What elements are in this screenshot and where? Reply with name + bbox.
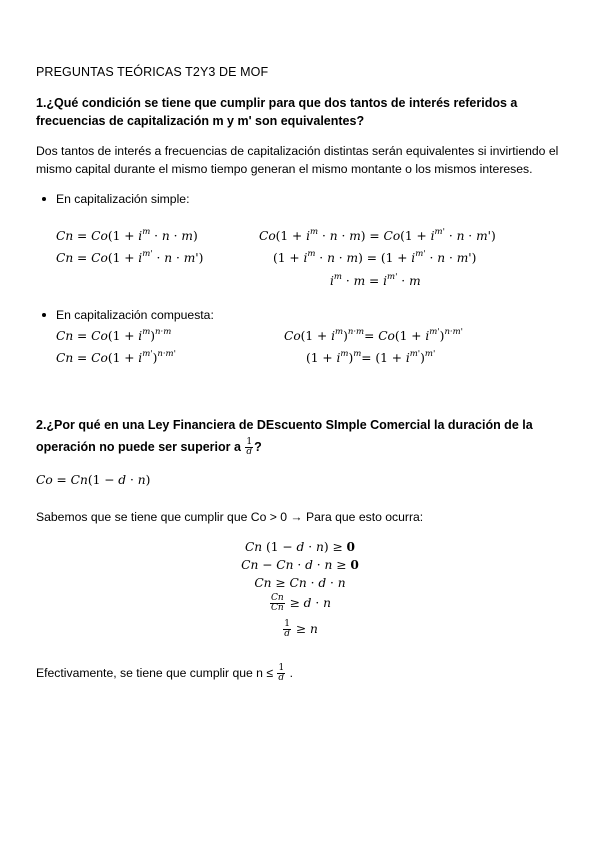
fraction-cn-over-cn: [270, 594, 285, 613]
question-2-heading-end: ?: [254, 440, 262, 454]
fraction-numerator: Cn: [271, 593, 284, 603]
derivation-step-2: Cn − Cn · d · n ≥ 0: [241, 558, 359, 572]
formula-discount-main: Co = Cn(1 − d · n): [36, 473, 151, 487]
bullet-simple-label: En capitalización simple:: [56, 192, 190, 206]
formula-compound-right-1: $Co(1 + i^m)^{n\cdot m}= Co(1 + i^{m'})^{n\cdot m'}$: [284, 327, 464, 343]
conclusion-statement: [36, 664, 293, 683]
fraction-denominator: d: [246, 447, 253, 458]
derivation-step-5: $\frac{1}{d}$ ≥ n: [284, 619, 318, 639]
condition-statement: Sabemos que se tiene que cumplir que Co > 0 → Para que esto ocurra:: [36, 510, 424, 524]
question-2-heading-line1: 2.¿Por qué en una Ley Financiera de DEscuento SImple Comercial la duración de la: [36, 418, 533, 432]
formula-simple-right-1: $Co(1 + i^m \cdot n \cdot m) = Co(1 + i^{m'} \cdot n \cdot m')$: [259, 227, 496, 243]
question-2-heading-line2: [36, 438, 533, 457]
question-2-heading: [36, 416, 533, 457]
derivation-step-4: $\frac{Cn}{Cn}$ ≥ d · n: [271, 593, 331, 613]
formula-compound-left-1: $Cn = Co(1 + i^m)^{n\cdot m}$: [56, 327, 172, 343]
bullet-simple-capitalization: [42, 192, 189, 206]
formula-compound-right-2: $(1 + i^m)^m= (1 + i^{m'})^{m'}$: [306, 349, 436, 365]
bullet-dot-icon: [42, 313, 46, 317]
derivation-step-3: Cn ≥ Cn · d · n: [254, 576, 346, 590]
fraction-one-over-d-step: [283, 620, 291, 639]
conclusion-end: .: [289, 666, 293, 680]
document-title: PREGUNTAS TEÓRICAS T2Y3 DE MOF: [36, 65, 269, 79]
formula-simple-right-2: $(1 + i^m \cdot n \cdot m) = (1 + i^{m'} \cdot n \cdot m')$: [273, 249, 477, 265]
bullet-compound-capitalization: [42, 308, 214, 322]
bullet-dot-icon: [42, 197, 46, 201]
question-1-heading: [36, 94, 517, 130]
fraction-numerator: 1: [278, 663, 285, 674]
bullet-compound-label: En capitalización compuesta:: [56, 308, 214, 322]
question-1-heading-line2: frecuencias de capitalización m y m' son equivalentes?: [36, 114, 365, 128]
fraction-denominator: d: [284, 629, 290, 639]
formula-simple-left-2: $Cn = Co(1 + i^{m'} \cdot n \cdot m')$: [56, 249, 204, 265]
derivation-step-1: Cn (1 − d · n) ≥ 0: [244, 540, 356, 554]
question-1-answer-line1: Dos tantos de interés a frecuencias de capitalización distintas serán equivalentes si invirtiendo el: [36, 144, 559, 158]
fraction-denominator: Cn: [271, 603, 284, 613]
conclusion-text: Efectivamente, se tiene que cumplir que n ≤: [36, 666, 274, 680]
formula-compound-left-2: $Cn = Co(1 + i^{m'})^{n\cdot m'}$: [56, 349, 176, 365]
fraction-one-over-d: [245, 438, 253, 457]
fraction-denominator: d: [278, 673, 285, 684]
fraction-numerator: 1: [246, 437, 253, 448]
formula-simple-right-3: $i^m \cdot m = i^{m'} \cdot m$: [330, 272, 421, 288]
question-1-answer: [36, 142, 558, 178]
formula-simple-left-1: $Cn = Co(1 + i^m \cdot n \cdot m)$: [56, 227, 198, 243]
question-2-heading-line2-text: operación no puede ser superior a: [36, 440, 241, 454]
fraction-conclusion: [277, 664, 285, 683]
question-1-answer-line2: mismo capital durante el mismo tiempo generan el mismo montante o los mismos intereses.: [36, 162, 533, 176]
question-1-heading-line1: 1.¿Qué condición se tiene que cumplir para que dos tantos de interés referidos a: [36, 96, 518, 110]
fraction-numerator: 1: [284, 619, 290, 629]
